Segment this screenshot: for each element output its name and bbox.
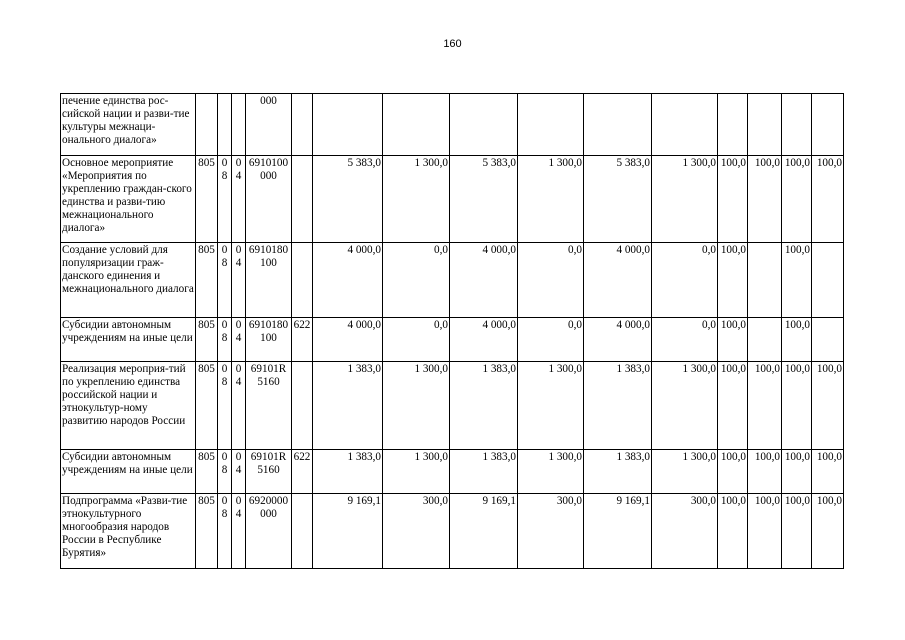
value-cell: 1 300,0 <box>518 450 584 494</box>
value-cell: 100,0 <box>748 362 782 450</box>
target-article-code: 6910180 100 <box>246 243 292 318</box>
value-cell: 1 383,0 <box>450 450 518 494</box>
row-name: Реализация мероприя-тий по укреплению единства российской нации и этнокультур-ному развитию народов России <box>61 362 196 450</box>
table-row <box>61 243 844 318</box>
row-name: Основное мероприятие «Мероприятия по укреплению граждан-ского единства и разви-тию межнационального диалога» <box>61 156 196 243</box>
table-row <box>61 450 844 494</box>
expense-type-code <box>292 494 313 569</box>
value-cell <box>313 94 383 156</box>
value-cell: 4 000,0 <box>584 243 652 318</box>
ved-code: 805 <box>196 156 218 243</box>
value-cell: 0,0 <box>383 243 450 318</box>
section-code: 08 <box>218 243 232 318</box>
row-name: печение единства рос-сийской нации и разви-тие культуры межнаци-онального диалога» <box>61 94 196 156</box>
subsection-code: 04 <box>232 362 246 450</box>
target-article-code: 6910100 000 <box>246 156 292 243</box>
value-cell: 9 169,1 <box>450 494 518 569</box>
ved-code: 805 <box>196 362 218 450</box>
value-cell: 0,0 <box>383 318 450 362</box>
value-cell: 100,0 <box>718 318 748 362</box>
value-cell <box>812 243 844 318</box>
subsection-code: 04 <box>232 318 246 362</box>
value-cell: 0,0 <box>652 243 718 318</box>
value-cell: 4 000,0 <box>313 243 383 318</box>
target-article-code: 69101R 5160 <box>246 450 292 494</box>
value-cell <box>748 94 782 156</box>
table-row <box>61 94 844 156</box>
value-cell: 100,0 <box>812 362 844 450</box>
value-cell: 1 300,0 <box>383 362 450 450</box>
value-cell <box>584 94 652 156</box>
value-cell: 9 169,1 <box>584 494 652 569</box>
table-row <box>61 362 844 450</box>
value-cell: 100,0 <box>782 494 812 569</box>
value-cell: 100,0 <box>748 450 782 494</box>
value-cell <box>450 94 518 156</box>
value-cell: 100,0 <box>782 362 812 450</box>
value-cell: 1 383,0 <box>313 450 383 494</box>
expense-type-code: 622 <box>292 450 313 494</box>
value-cell: 4 000,0 <box>313 318 383 362</box>
value-cell: 100,0 <box>782 243 812 318</box>
subsection-code: 04 <box>232 494 246 569</box>
expense-type-code <box>292 362 313 450</box>
value-cell: 100,0 <box>812 494 844 569</box>
subsection-code: 04 <box>232 243 246 318</box>
ved-code: 805 <box>196 450 218 494</box>
value-cell: 9 169,1 <box>313 494 383 569</box>
value-cell <box>718 94 748 156</box>
value-cell <box>812 94 844 156</box>
row-name: Субсидии автономным учреждениям на иные цели <box>61 318 196 362</box>
value-cell: 300,0 <box>652 494 718 569</box>
value-cell <box>748 243 782 318</box>
value-cell <box>518 94 584 156</box>
subsection-code: 04 <box>232 156 246 243</box>
ved-code <box>196 94 218 156</box>
value-cell: 5 383,0 <box>584 156 652 243</box>
section-code: 08 <box>218 494 232 569</box>
value-cell: 100,0 <box>782 156 812 243</box>
value-cell: 5 383,0 <box>450 156 518 243</box>
section-code <box>218 94 232 156</box>
value-cell: 100,0 <box>812 450 844 494</box>
value-cell <box>383 94 450 156</box>
value-cell: 1 383,0 <box>584 450 652 494</box>
value-cell: 1 300,0 <box>383 156 450 243</box>
ved-code: 805 <box>196 494 218 569</box>
subsection-code <box>232 94 246 156</box>
value-cell: 100,0 <box>718 243 748 318</box>
value-cell: 100,0 <box>812 156 844 243</box>
value-cell: 1 383,0 <box>450 362 518 450</box>
value-cell: 5 383,0 <box>313 156 383 243</box>
expense-type-code: 622 <box>292 318 313 362</box>
target-article-code: 6910180 100 <box>246 318 292 362</box>
row-name: Создание условий для популяризации граж-данского единения и межнационального диалога <box>61 243 196 318</box>
value-cell: 1 383,0 <box>313 362 383 450</box>
section-code: 08 <box>218 450 232 494</box>
value-cell: 4 000,0 <box>450 243 518 318</box>
table-row <box>61 318 844 362</box>
table-row <box>61 156 844 243</box>
value-cell: 0,0 <box>652 318 718 362</box>
value-cell: 4 000,0 <box>450 318 518 362</box>
table-row <box>61 494 844 569</box>
value-cell: 100,0 <box>782 450 812 494</box>
budget-table <box>60 93 844 569</box>
value-cell: 4 000,0 <box>584 318 652 362</box>
value-cell: 0,0 <box>518 318 584 362</box>
value-cell <box>782 94 812 156</box>
value-cell: 1 300,0 <box>518 362 584 450</box>
value-cell: 100,0 <box>748 494 782 569</box>
value-cell: 300,0 <box>518 494 584 569</box>
ved-code: 805 <box>196 243 218 318</box>
section-code: 08 <box>218 318 232 362</box>
expense-type-code <box>292 156 313 243</box>
value-cell: 100,0 <box>782 318 812 362</box>
row-name: Подпрограмма «Разви-тие этнокультурного многообразия народов России в Республике Бурятия» <box>61 494 196 569</box>
value-cell: 100,0 <box>718 156 748 243</box>
value-cell: 1 300,0 <box>518 156 584 243</box>
value-cell <box>652 94 718 156</box>
page-number: 160 <box>443 38 462 50</box>
target-article-code: 000 <box>246 94 292 156</box>
value-cell: 0,0 <box>518 243 584 318</box>
ved-code: 805 <box>196 318 218 362</box>
value-cell: 100,0 <box>718 362 748 450</box>
table-body <box>61 94 844 569</box>
value-cell: 1 300,0 <box>652 156 718 243</box>
target-article-code: 6920000 000 <box>246 494 292 569</box>
value-cell: 1 300,0 <box>652 362 718 450</box>
value-cell: 1 383,0 <box>584 362 652 450</box>
value-cell: 100,0 <box>718 494 748 569</box>
value-cell: 300,0 <box>383 494 450 569</box>
value-cell: 100,0 <box>718 450 748 494</box>
target-article-code: 69101R 5160 <box>246 362 292 450</box>
subsection-code: 04 <box>232 450 246 494</box>
expense-type-code <box>292 94 313 156</box>
value-cell <box>812 318 844 362</box>
value-cell <box>748 318 782 362</box>
value-cell: 100,0 <box>748 156 782 243</box>
value-cell: 1 300,0 <box>383 450 450 494</box>
row-name: Субсидии автономным учреждениям на иные цели <box>61 450 196 494</box>
section-code: 08 <box>218 362 232 450</box>
value-cell: 1 300,0 <box>652 450 718 494</box>
expense-type-code <box>292 243 313 318</box>
section-code: 08 <box>218 156 232 243</box>
